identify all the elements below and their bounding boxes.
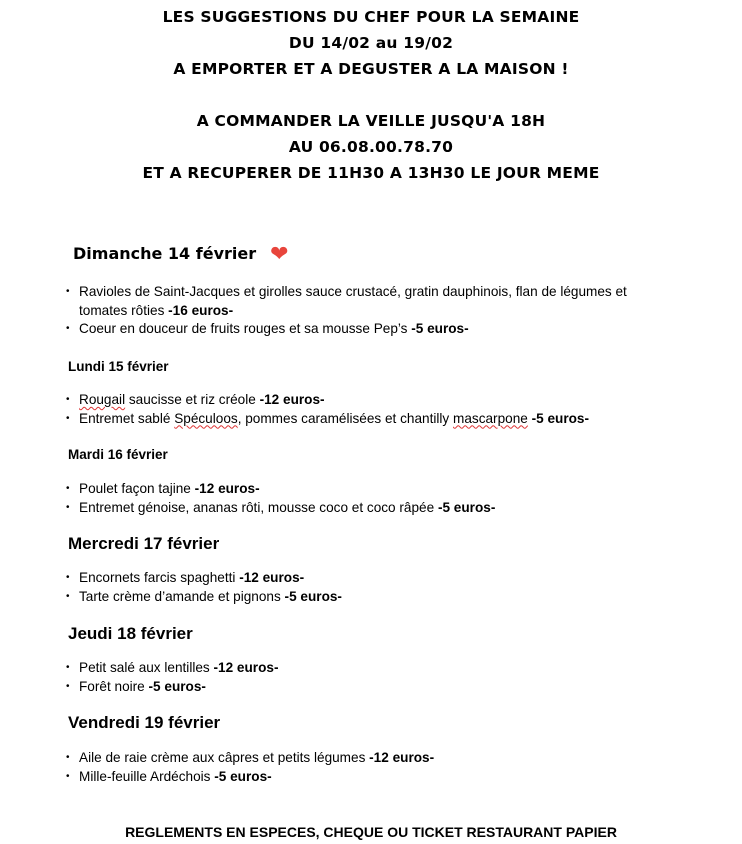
menu-item [66, 391, 666, 410]
item-text: Encornets farcis spaghetti [79, 570, 240, 585]
item-text: Poulet façon tajine [79, 481, 195, 496]
item-text: Ravioles de Saint-Jacques et girolles sauce crustacé, gratin dauphinois, flan de légumes et tomates rôties [79, 284, 627, 318]
item-price: -12 euros- [239, 570, 305, 585]
item-text: mascarpone [453, 410, 528, 426]
item-price: -16 euros- [168, 302, 234, 318]
day-heading [68, 624, 193, 644]
menu-item [66, 480, 666, 499]
item-text: Entremet sablé [79, 410, 175, 426]
item-price: -5 euros- [214, 768, 272, 784]
item-text: Forêt noire [79, 678, 149, 694]
item-price: -5 euros- [148, 678, 206, 694]
item-price: -5 euros- [411, 321, 469, 337]
item-price: -5 euros- [284, 588, 342, 604]
menu-item [66, 410, 666, 429]
menu-item-list [66, 480, 666, 517]
day-title: Lundi 15 février [68, 359, 169, 374]
item-text: Entremet génoise, ananas rôti, mousse coco et coco râpée [79, 499, 438, 515]
day-heading [68, 713, 220, 733]
menu-item [66, 283, 666, 320]
menu-item [66, 768, 666, 787]
item-text: , pommes caramélisées et chantilly [237, 410, 454, 426]
item-price: -5 euros- [437, 499, 496, 515]
item-text: Spéculoos [174, 410, 238, 426]
day-title: Mardi 16 février [68, 447, 168, 462]
header-pickup: ET A RECUPERER DE 11H30 A 13H30 LE JOUR MEME [142, 164, 600, 182]
item-price: -12 euros- [369, 750, 435, 765]
menu-item-list [66, 749, 666, 786]
day-title: Vendredi 19 février [68, 713, 221, 732]
menu-item-list [66, 391, 666, 428]
item-text: Petit salé aux lentilles [79, 660, 214, 675]
header-takeaway: A EMPORTER ET A DEGUSTER A LA MAISON ! [173, 60, 569, 78]
heart-icon: ❤ [270, 242, 289, 267]
menu-item [66, 678, 666, 697]
menu-item-list [66, 569, 666, 606]
day-title: Mercredi 17 février [68, 534, 220, 553]
item-text: Coeur en douceur de fruits rouges et sa mousse Pep’s [79, 321, 412, 337]
item-price: -12 euros- [213, 660, 279, 675]
day-heading [68, 359, 169, 374]
day-heading [68, 534, 219, 554]
header-title: LES SUGGESTIONS DU CHEF POUR LA SEMAINE [162, 8, 580, 26]
header-order-deadline: A COMMANDER LA VEILLE JUSQU'A 18H [196, 112, 546, 130]
menu-item-list [66, 283, 666, 339]
menu-item [66, 749, 666, 768]
menu-item [66, 499, 666, 518]
header-dates: DU 14/02 au 19/02 [288, 34, 454, 52]
menu-item [66, 588, 666, 607]
menu-item [66, 320, 666, 339]
day-title: Dimanche 14 février [73, 244, 257, 263]
day-title: Jeudi 18 février [68, 624, 193, 643]
day-heading [73, 242, 289, 267]
item-price: -5 euros- [531, 410, 590, 426]
payment-methods: REGLEMENTS EN ESPECES, CHEQUE OU TICKET RESTAURANT PAPIER [125, 824, 617, 840]
item-text: Rougail [79, 392, 126, 407]
menu-item [66, 569, 666, 588]
menu-item-list [66, 659, 666, 696]
day-heading [68, 447, 168, 462]
menu-item [66, 659, 666, 678]
item-text: Tarte crème d’amande et pignons [79, 588, 285, 604]
item-text: Mille-feuille Ardéchois [79, 768, 215, 784]
item-price: -12 euros- [194, 481, 260, 496]
item-text: saucisse et riz créole [125, 392, 260, 407]
item-price: -12 euros- [259, 392, 325, 407]
header-phone: AU 06.08.00.78.70 [288, 138, 454, 156]
item-text: Aile de raie crème aux câpres et petits légumes [79, 750, 370, 765]
